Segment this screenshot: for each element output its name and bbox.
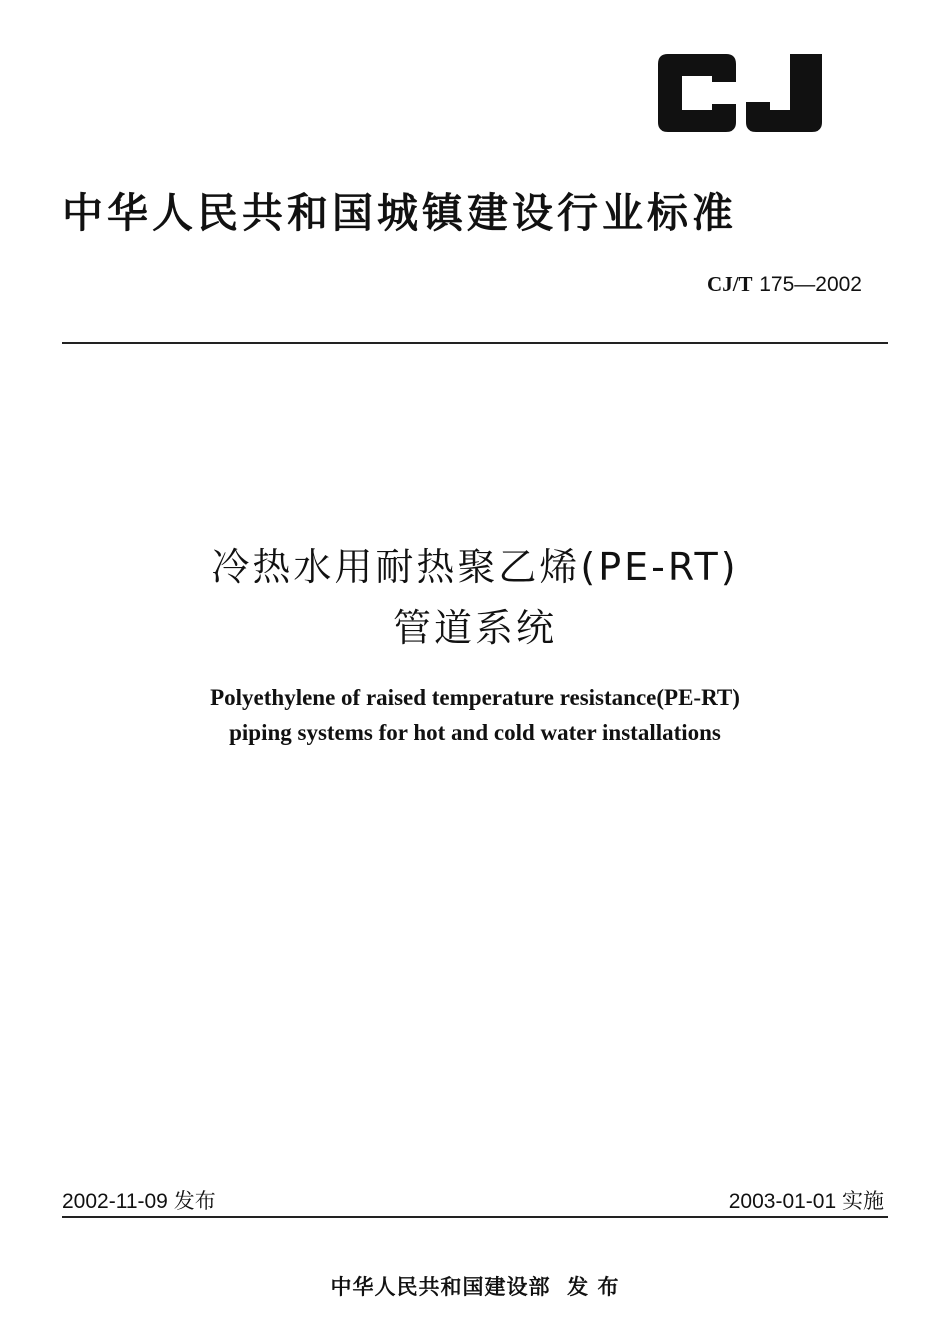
publisher: 中华人民共和国建设部 发 布 bbox=[330, 1275, 620, 1299]
cj-logo-mark bbox=[656, 52, 826, 134]
standard-code-number: 175—2002 bbox=[759, 273, 862, 296]
bottom-divider bbox=[62, 1216, 888, 1218]
top-divider bbox=[62, 342, 888, 344]
document-title-cn-line2: 管道系统 bbox=[392, 606, 557, 650]
issue-date: 2002-11-09 发布 bbox=[62, 1190, 216, 1213]
cj-logo bbox=[656, 52, 826, 134]
standard-code bbox=[707, 272, 862, 297]
standard-code-prefix: CJ/T bbox=[707, 272, 753, 296]
implementation-date: 2003-01-01 实施 bbox=[728, 1190, 884, 1213]
document-title-cn-line1: 冷热水用耐热聚乙烯(PE-RT) bbox=[211, 545, 739, 589]
standard-category-title: 中华人民共和国城镇建设行业标准 bbox=[62, 189, 737, 237]
document-title-en-line2: piping systems for hot and cold water installations bbox=[229, 720, 721, 745]
document-title-en-line1: Polyethylene of raised temperature resistance(PE-RT) bbox=[210, 685, 740, 710]
